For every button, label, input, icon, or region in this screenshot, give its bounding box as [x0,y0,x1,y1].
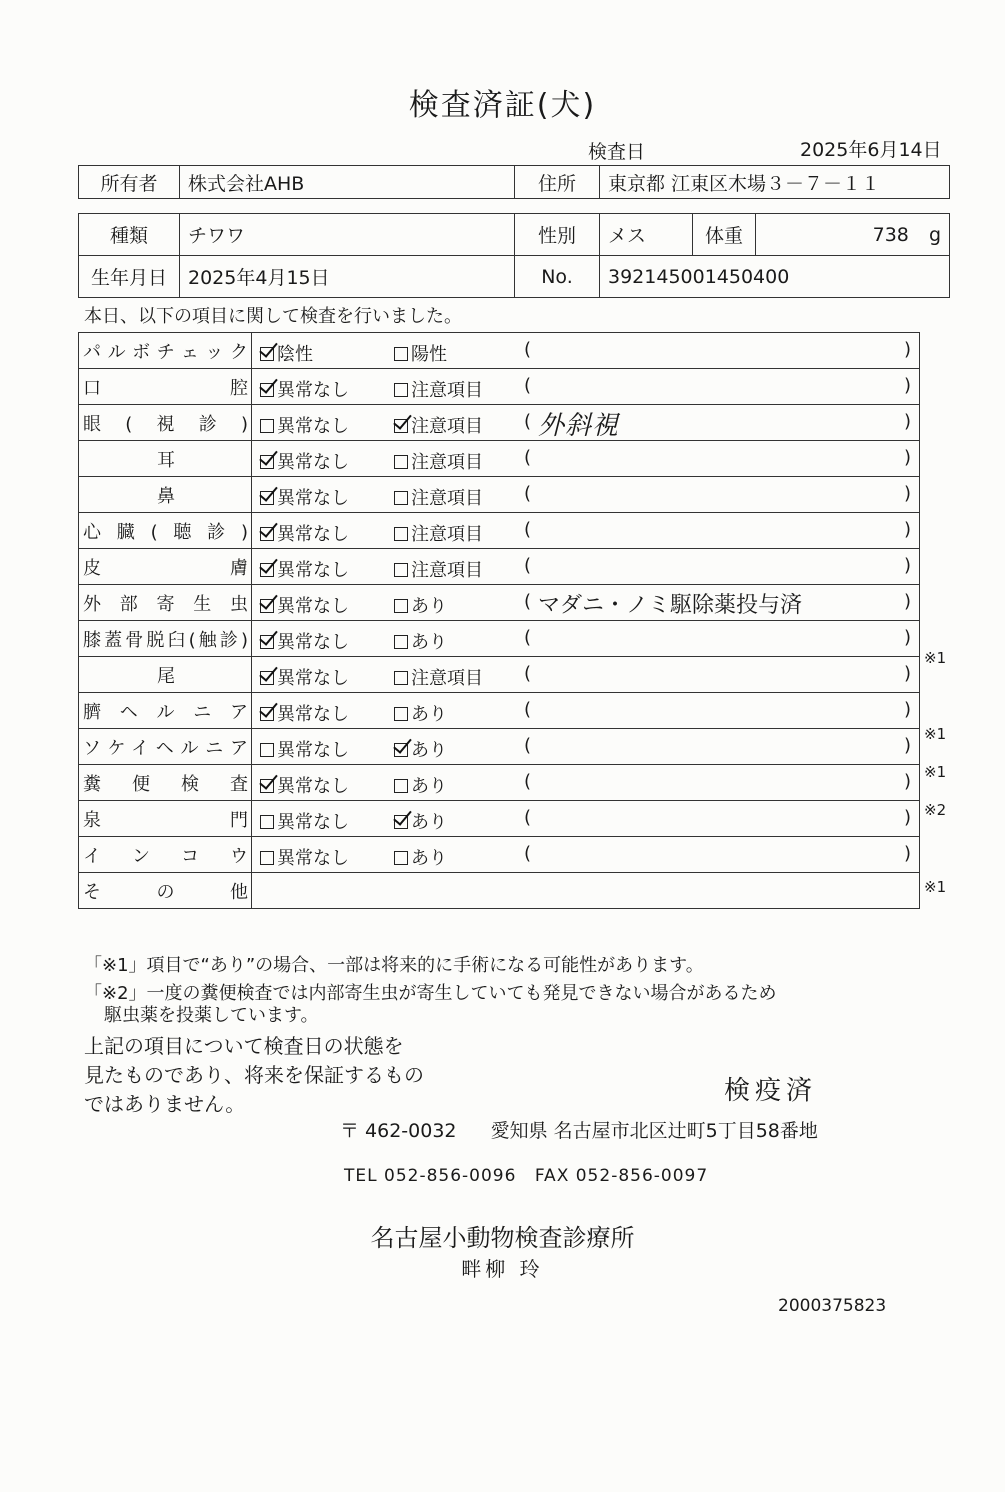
inspection-row [79,549,920,585]
inspection-row [79,801,920,837]
footnote-mark: ※1 [924,648,947,667]
paren-open: ( [524,447,532,468]
paren-close: ) [903,663,911,684]
item-label: 尾 [79,657,252,693]
option-normal[interactable]: 異常なし [260,772,349,798]
paren-open: ( [524,735,532,756]
paren-open: ( [524,807,532,828]
item-content [252,801,920,837]
item-content [252,405,920,441]
option-finding[interactable]: 注意項目 [394,484,483,510]
inspection-row [79,477,920,513]
no-label: No. [515,256,600,298]
item-content [252,765,920,801]
checkbox-icon[interactable] [394,491,408,505]
option-normal[interactable]: 陰性 [260,340,313,366]
inspection-date: 2025年6月14日 [800,139,942,161]
birth-label: 生年月日 [79,256,180,298]
inspection-row [79,621,920,657]
footnote-mark: ※1 [924,763,947,782]
paren-close: ) [903,591,911,612]
clinic-name: 名古屋小動物検査診療所 [370,1224,635,1252]
item-content [252,585,920,621]
option-normal[interactable]: 異常なし [260,484,349,510]
item-note: 外斜視 [538,411,620,441]
paren-open: ( [524,843,532,864]
paren-open: ( [524,627,532,648]
clinic-contact [344,1166,708,1186]
item-label: 臍ヘルニア [79,693,252,729]
paren-open: ( [524,375,532,396]
option-finding[interactable]: 注意項目 [394,556,483,582]
option-finding[interactable]: 注意項目 [394,520,483,546]
birth-value: 2025年4月15日 [180,256,515,298]
quarantine-stamp: 検疫済 [724,1076,818,1106]
item-label: 耳 [79,441,252,477]
checkbox-icon[interactable] [394,347,408,361]
inspection-row [79,333,920,369]
option-normal[interactable]: 異常なし [260,700,349,726]
item-content [252,657,920,693]
sex-value: メス [600,214,693,256]
inspection-row [79,585,920,621]
item-label: 泉門 [79,801,252,837]
option-finding[interactable]: あり [394,844,447,870]
owner-value: 株式会社AHB [180,166,515,199]
inspection-row [79,729,920,765]
item-label: インコウ [79,837,252,873]
inspection-date-label: 検査日 [588,141,646,163]
footnote-mark: ※1 [924,877,947,896]
option-normal[interactable]: 異常なし [260,412,349,438]
tel-number: TEL 052-856-0096 [344,1166,517,1186]
item-label: 口腔 [79,369,252,405]
option-normal[interactable]: 異常なし [260,628,349,654]
item-label: パルボチェック [79,333,252,369]
item-content [252,837,920,873]
option-normal[interactable]: 異常なし [260,808,349,834]
owner-label: 所有者 [79,166,180,199]
paren-close: ) [903,843,911,864]
checkbox-icon[interactable] [260,383,274,397]
checkbox-icon[interactable] [394,743,408,757]
checkbox-icon[interactable] [260,635,274,649]
paren-close: ) [903,699,911,720]
item-content [252,549,920,585]
item-label: 外部寄生虫 [79,585,252,621]
option-normal[interactable]: 異常なし [260,592,349,618]
item-content [252,729,920,765]
disclaimer-line: 上記の項目について検査日の状態を [84,1034,404,1058]
checkbox-icon[interactable] [260,671,274,685]
checkbox-icon[interactable] [394,815,408,829]
item-content [252,477,920,513]
paren-close: ) [903,519,911,540]
checkbox-icon[interactable] [394,455,408,469]
item-content [252,621,920,657]
footnote-1: 「※1」項目で“あり”の場合、一部は将来的に手術になる可能性があります。 [84,955,704,976]
animal-info-table [78,213,950,298]
checkbox-icon[interactable] [394,779,408,793]
footnote-mark: ※1 [924,725,947,743]
inspection-row [79,513,920,549]
document-code: 2000375823 [778,1296,887,1316]
paren-open: ( [524,555,532,576]
inspection-row [79,369,920,405]
item-label: 膝蓋骨脱臼(触診) [79,621,252,657]
item-content [252,441,920,477]
paren-open: ( [524,483,532,504]
inspection-row-other [79,873,920,909]
option-finding[interactable]: 注意項目 [394,376,483,402]
item-content [252,693,920,729]
option-finding[interactable]: 陽性 [394,340,447,366]
checkbox-icon[interactable] [394,527,408,541]
paren-close: ) [903,483,911,504]
option-normal[interactable]: 異常なし [260,376,349,402]
disclaimer-line: 見たものであり、将来を保証するもの [84,1063,424,1087]
paren-open: ( [524,699,532,720]
item-label: 鼻 [79,477,252,513]
checkbox-icon[interactable] [260,563,274,577]
option-normal[interactable]: 異常なし [260,556,349,582]
paren-close: ) [903,627,911,648]
option-normal[interactable]: 異常なし [260,520,349,546]
breed-label: 種類 [79,214,180,256]
checkbox-icon[interactable] [394,635,408,649]
checkbox-icon[interactable] [260,779,274,793]
item-label: ソケイヘルニア [79,729,252,765]
inspection-items-table [78,332,920,909]
inspection-row [79,837,920,873]
checkbox-icon[interactable] [260,419,274,433]
checkbox-icon[interactable] [394,671,408,685]
paren-open: ( [524,411,532,432]
checkbox-icon[interactable] [260,455,274,469]
option-normal[interactable]: 異常なし [260,736,349,762]
checkbox-icon[interactable] [260,491,274,505]
checkbox-icon[interactable] [394,599,408,613]
weight-cell [756,214,950,256]
intro-text: 本日、以下の項目に関して検査を行いました。 [84,306,462,327]
paren-open: ( [524,339,532,360]
item-label: その他 [79,873,252,909]
inspection-row [79,441,920,477]
paren-close: ) [903,807,911,828]
item-label: 眼(視診) [79,405,252,441]
option-normal[interactable]: 異常なし [260,844,349,870]
option-finding[interactable]: あり [394,808,447,834]
disclaimer-line: ではありません。 [84,1092,246,1116]
other-content[interactable] [252,873,920,909]
checkbox-icon[interactable] [260,527,274,541]
checkbox-icon[interactable] [394,563,408,577]
document-title: 検査済証(犬) [408,88,597,123]
no-value: 392145001450400 [600,256,950,298]
paren-close: ) [903,771,911,792]
footnote-mark: ※2 [924,801,947,820]
address-value: 東京都 江東区木場３－７－１１ [600,166,950,199]
inspection-row [79,765,920,801]
option-finding[interactable]: あり [394,736,447,762]
checkbox-icon[interactable] [260,599,274,613]
checkbox-icon[interactable] [394,851,408,865]
clinic-address [340,1116,818,1143]
item-content [252,333,920,369]
option-finding[interactable]: あり [394,772,447,798]
paren-close: ) [903,735,911,756]
paren-close: ) [903,555,911,576]
paren-close: ) [903,339,911,360]
weight-label: 体重 [693,214,756,256]
sex-label: 性別 [515,214,600,256]
item-label: 心臓(聴診) [79,513,252,549]
paren-open: ( [524,591,532,612]
option-normal[interactable]: 異常なし [260,664,349,690]
weight-value: 738 [872,223,909,246]
doctor-name: 畔柳 玲 [461,1257,544,1281]
option-finding[interactable]: 注意項目 [394,448,483,474]
checkbox-icon[interactable] [394,707,408,721]
inspection-row [79,693,920,729]
item-content [252,513,920,549]
paren-close: ) [903,447,911,468]
inspection-row [79,405,920,441]
paren-open: ( [524,519,532,540]
disclaimer [84,1032,424,1119]
checkbox-icon[interactable] [260,815,274,829]
owner-table [78,165,950,199]
paren-close: ) [903,375,911,396]
option-finding[interactable]: あり [394,700,447,726]
checkbox-icon[interactable] [394,383,408,397]
weight-unit: g [928,223,941,246]
inspection-row [79,657,920,693]
item-label: 皮膚 [79,549,252,585]
paren-open: ( [524,771,532,792]
postal-code: 〒 462-0032 [340,1120,457,1142]
paren-close: ) [903,411,911,432]
option-normal[interactable]: 異常なし [260,448,349,474]
option-finding[interactable]: 注意項目 [394,412,483,438]
breed-value: チワワ [180,214,515,256]
item-content [252,369,920,405]
footnote-2-line-2: 駆虫薬を投薬しています。 [104,1005,319,1026]
checkbox-icon[interactable] [394,419,408,433]
paren-open: ( [524,663,532,684]
address-label: 住所 [515,166,600,199]
option-finding[interactable]: 注意項目 [394,664,483,690]
checkbox-icon[interactable] [260,743,274,757]
option-finding[interactable]: あり [394,592,447,618]
checkbox-icon[interactable] [260,707,274,721]
item-label: 糞便検査 [79,765,252,801]
checkbox-icon[interactable] [260,347,274,361]
address-text: 愛知県 名古屋市北区辻町5丁目58番地 [490,1120,818,1142]
checkbox-icon[interactable] [260,851,274,865]
footnote-2-line-1: 「※2」一度の糞便検査では内部寄生虫が寄生していても発見できない場合があるため [84,983,777,1004]
option-finding[interactable]: あり [394,628,447,654]
fax-number: FAX 052-856-0097 [534,1166,709,1186]
item-note: マダニ・ノミ駆除薬投与済 [538,593,803,618]
